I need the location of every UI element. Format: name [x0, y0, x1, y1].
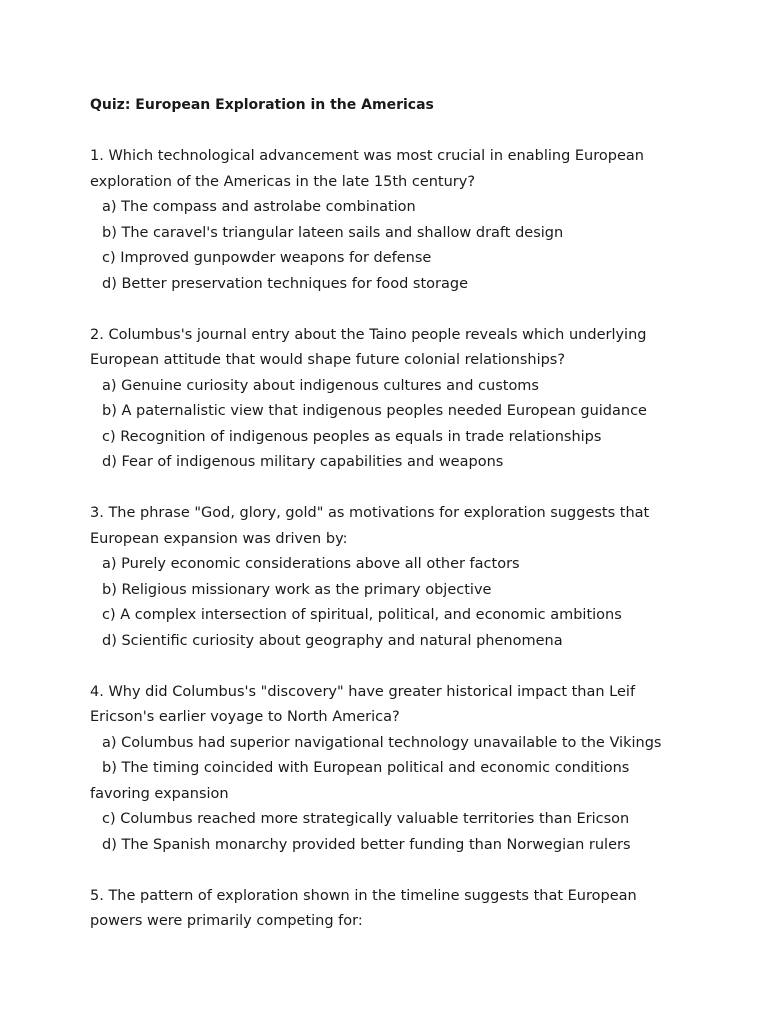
option-line: favoring expansion [90, 785, 229, 802]
option-c: c) Improved gunpowder weapons for defense [102, 250, 432, 266]
question-2 [90, 323, 690, 476]
option-a: a) Genuine curiosity about indigenous cultures and customs [102, 377, 539, 394]
option-a: a) The compass and astrolabe combination [102, 199, 416, 215]
option-b: b) The caravel's triangular lateen sails and shallow draft design [102, 224, 564, 241]
option-b: b) Religious missionary work as the primary objective [102, 581, 492, 598]
question-3-text [90, 501, 690, 552]
option-d: d) Scientific curiosity about geography and natural phenomena [102, 632, 563, 649]
option-c: c) Columbus reached more strategically valuable territories than Ericson [102, 811, 630, 827]
question-text-line: 3. The phrase "God, glory, gold" as motivations for exploration suggests that [90, 505, 650, 521]
question-2-text [90, 323, 690, 374]
question-4-text [90, 680, 690, 731]
option-a: a) Purely economic considerations above all other factors [102, 556, 520, 572]
question-text-line: European expansion was driven by: [90, 530, 348, 547]
option-d: d) Better preservation techniques for food storage [102, 275, 469, 292]
option-b-continuation [90, 782, 690, 808]
question-text-line: 5. The pattern of exploration shown in the timeline suggests that European [90, 887, 637, 904]
option-b: b) A paternalistic view that indigenous peoples needed European guidance [102, 403, 647, 419]
option-a: a) Columbus had superior navigational technology unavailable to the Vikings [102, 734, 662, 751]
option-d: d) The Spanish monarchy provided better funding than Norwegian rulers [102, 836, 631, 853]
option-b [90, 756, 690, 782]
question-text-line: Ericson's earlier voyage to North America? [90, 709, 400, 725]
question-text-line: 1. Which technological advancement was most crucial in enabling European [90, 148, 644, 164]
option-c: c) A complex intersection of spiritual, political, and economic ambitions [102, 607, 622, 623]
quiz-title: Quiz: European Exploration in the Americas [90, 97, 434, 113]
question-text-line: exploration of the Americas in the late 15th century? [90, 173, 476, 190]
question-text-line: powers were primarily competing for: [90, 913, 363, 929]
question-1-text [90, 144, 690, 195]
question-3 [90, 501, 690, 654]
question-5-text [90, 884, 690, 935]
option-c: c) Recognition of indigenous peoples as equals in trade relationships [102, 428, 602, 445]
question-5 [90, 884, 690, 935]
question-text-line: 2. Columbus's journal entry about the Taino people reveals which underlying [90, 326, 647, 343]
question-text-line: European attitude that would shape future colonial relationships? [90, 352, 566, 368]
option-d: d) Fear of indigenous military capabilities and weapons [102, 454, 504, 470]
question-4 [90, 680, 690, 859]
option-line: b) The timing coincided with European political and economic conditions [102, 760, 630, 776]
question-1 [90, 144, 690, 297]
quiz-document [90, 93, 690, 960]
question-text-line: 4. Why did Columbus's "discovery" have greater historical impact than Leif [90, 683, 636, 700]
